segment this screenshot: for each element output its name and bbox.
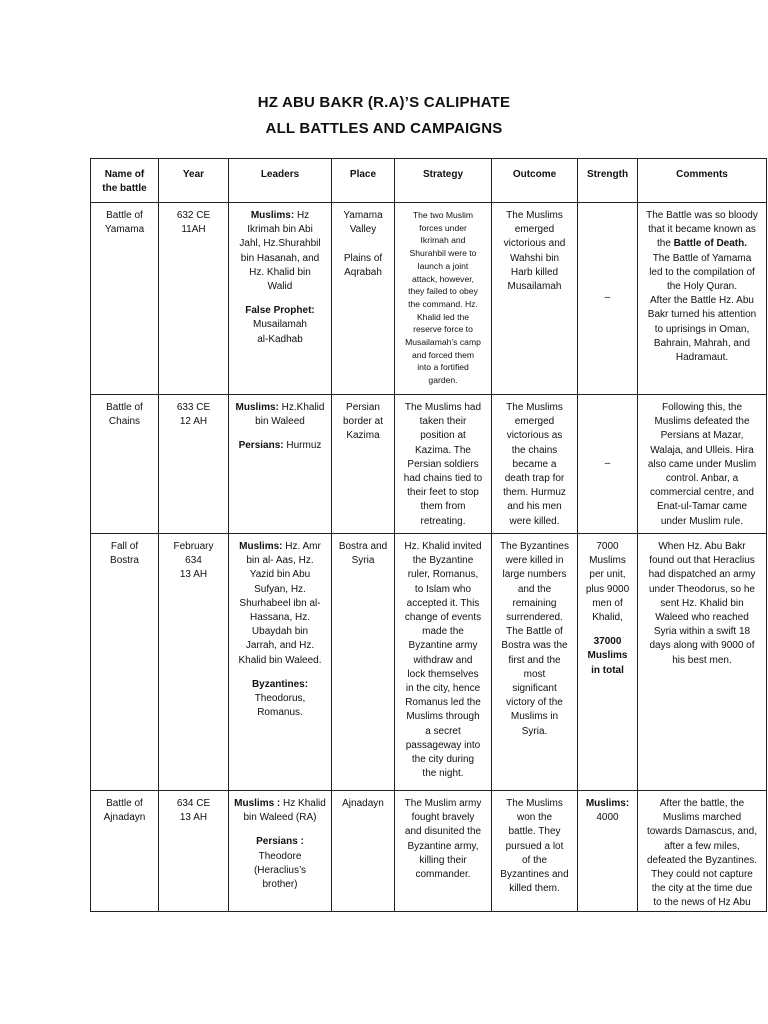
cell-strength: – [578, 203, 638, 395]
cell-strength [578, 791, 638, 912]
leaders-side-a-label: Muslims : [234, 798, 281, 809]
cell-leaders [229, 534, 332, 791]
leaders-side-b: Theodorus, Romanus. [254, 693, 306, 719]
leaders-side-b: Hurmuz [283, 440, 322, 452]
cell-place: Bostra and Syria [332, 534, 395, 791]
cell-outcome: The Muslims emerged victorious as the chains became a death trap for them. Hurmuz and his men were killed. [492, 395, 578, 534]
strength-label: Muslims: [585, 798, 630, 809]
cell-strength [578, 534, 638, 791]
cell-leaders [229, 791, 332, 912]
cell-year: 634 CE 13 AH [159, 791, 229, 912]
leaders-side-b-label: Persians: [238, 440, 284, 452]
header-name: Name of the battle [91, 159, 159, 203]
cell-name: Battle of Yamama [91, 203, 159, 395]
leaders-side-b: Musailamah al-Kadhab [253, 319, 307, 345]
leaders-side-a: Hz Khalid bin Waleed (RA) [243, 798, 326, 824]
cell-name: Battle of Chains [91, 395, 159, 534]
cell-comments: When Hz. Abu Bakr found out that Heraclius had dispatched an army under Theodorus, so he sent Hz. Khalid bin Waleed who reached Syria within a swift 18 days along with 9000 of his best men. [638, 534, 767, 791]
header-outcome: Outcome [492, 159, 578, 203]
cell-place: Ajnadayn [332, 791, 395, 912]
table-row [91, 791, 767, 912]
cell-comments: After the battle, the Muslims marched towards Damascus, and, after a few miles, defeated the Byzantines. They could not capture the city at the time due to the news of Hz Abu [638, 791, 767, 912]
leaders-side-b-label: Byzantines: [251, 678, 309, 690]
cell-name: Battle of Ajnadayn [91, 791, 159, 912]
leaders-side-a-label: Muslims: [250, 210, 295, 221]
cell-strategy: Hz. Khalid invited the Byzantine ruler, Romanus, to Islam who accepted it. This change of events made the Byzantine army withdraw and lock themselves in the city, hence Romanus led the Muslims through a secret passageway into the city during the night. [395, 534, 492, 791]
header-comments: Comments [638, 159, 767, 203]
cell-place: Persian border at Kazima [332, 395, 395, 534]
strength-total: 37000 Muslims in total [587, 636, 628, 676]
strength-value: 4000 [596, 812, 619, 824]
leaders-side-a: Hz.Khalid bin Waleed [255, 402, 325, 428]
header-strategy: Strategy [395, 159, 492, 203]
table-row [91, 203, 767, 395]
document-title: HZ ABU BAKR (R.A)’S CALIPHATE [257, 94, 511, 111]
leaders-side-b-label: Persians : [256, 836, 304, 848]
strength-detail: 7000 Muslims per unit, plus 9000 men of Khalid, [585, 541, 630, 624]
cell-strategy: The Muslims had taken their position at Kazima. The Persian soldiers had chains tied to their feet to stop them from retreating. [395, 395, 492, 534]
header-leaders: Leaders [229, 159, 332, 203]
leaders-side-a-label: Muslims: [239, 541, 283, 552]
leaders-side-a: Hz Ikrimah bin Abi Jahl, Hz.Shurahbil bin Hasanah, and Hz. Khalid bin Walid [239, 210, 321, 293]
cell-place: Yamama Valley Plains of Aqrabah [332, 203, 395, 395]
leaders-side-b-label: False Prophet: [245, 305, 315, 317]
cell-comments: Following this, the Muslims defeated the Persians at Mazar, Walaja, and Ulleis. Hira also came under Muslim control. Anbar, a commercial centre, and Enat-ul-Tamar came under Muslim rule. [638, 395, 767, 534]
document-subtitle: ALL BATTLES AND CAMPAIGNS [265, 120, 503, 137]
leaders-side-a-label: Muslims: [235, 402, 279, 413]
leaders-side-a: Hz. Amr bin al- Aas, Hz. Yazid bin Abu Sufyan, Hz. Shurhabeel ibn al- Hassana, Hz. Ubaydah bin Jarrah, and Hz. Khalid bin Waleed. [238, 541, 322, 666]
battle-of-death-emphasis: Battle of Death. [673, 238, 748, 250]
battles-table [90, 158, 767, 912]
table-row [91, 395, 767, 534]
header-row [91, 159, 767, 203]
header-year: Year [159, 159, 229, 203]
cell-strategy: The Muslim army fought bravely and disunited the Byzantine army, killing their commander. [395, 791, 492, 912]
cell-strength: – [578, 395, 638, 534]
header-strength: Strength [578, 159, 638, 203]
cell-year: 632 CE 11AH [159, 203, 229, 395]
leaders-side-b: Theodore (Heraclius’s brother) [253, 850, 307, 891]
cell-leaders [229, 203, 332, 395]
cell-strategy: The two Muslim forces under Ikrimah and Shurahbil were to launch a joint attack, however, they failed to obey the command. Hz. Khalid led the reserve force to Musailamah’s camp and forced them into a fortified garden. [395, 203, 492, 395]
header-place: Place [332, 159, 395, 203]
cell-outcome: The Muslims won the battle. They pursued a lot of the Byzantines and killed them. [492, 791, 578, 912]
cell-year: 633 CE 12 AH [159, 395, 229, 534]
cell-name: Fall of Bostra [91, 534, 159, 791]
cell-comments: The Battle was so bloody that it became known as the Battle of Death. The Battle of Yamama led to the compilation of the Holy Quran. After the Battle Hz. Abu Bakr turned his attention to uprisings in Oman, Bahrain, Mahrah, and Hadramaut. [638, 203, 767, 395]
cell-year: February 634 13 AH [159, 534, 229, 791]
table-row [91, 534, 767, 791]
cell-leaders [229, 395, 332, 534]
cell-outcome: The Muslims emerged victorious and Wahshi bin Harb killed Musailamah [492, 203, 578, 395]
cell-outcome: The Byzantines were killed in large numbers and the remaining surrendered. The Battle of Bostra was the first and the most significant victory of the Muslims in Syria. [492, 534, 578, 791]
